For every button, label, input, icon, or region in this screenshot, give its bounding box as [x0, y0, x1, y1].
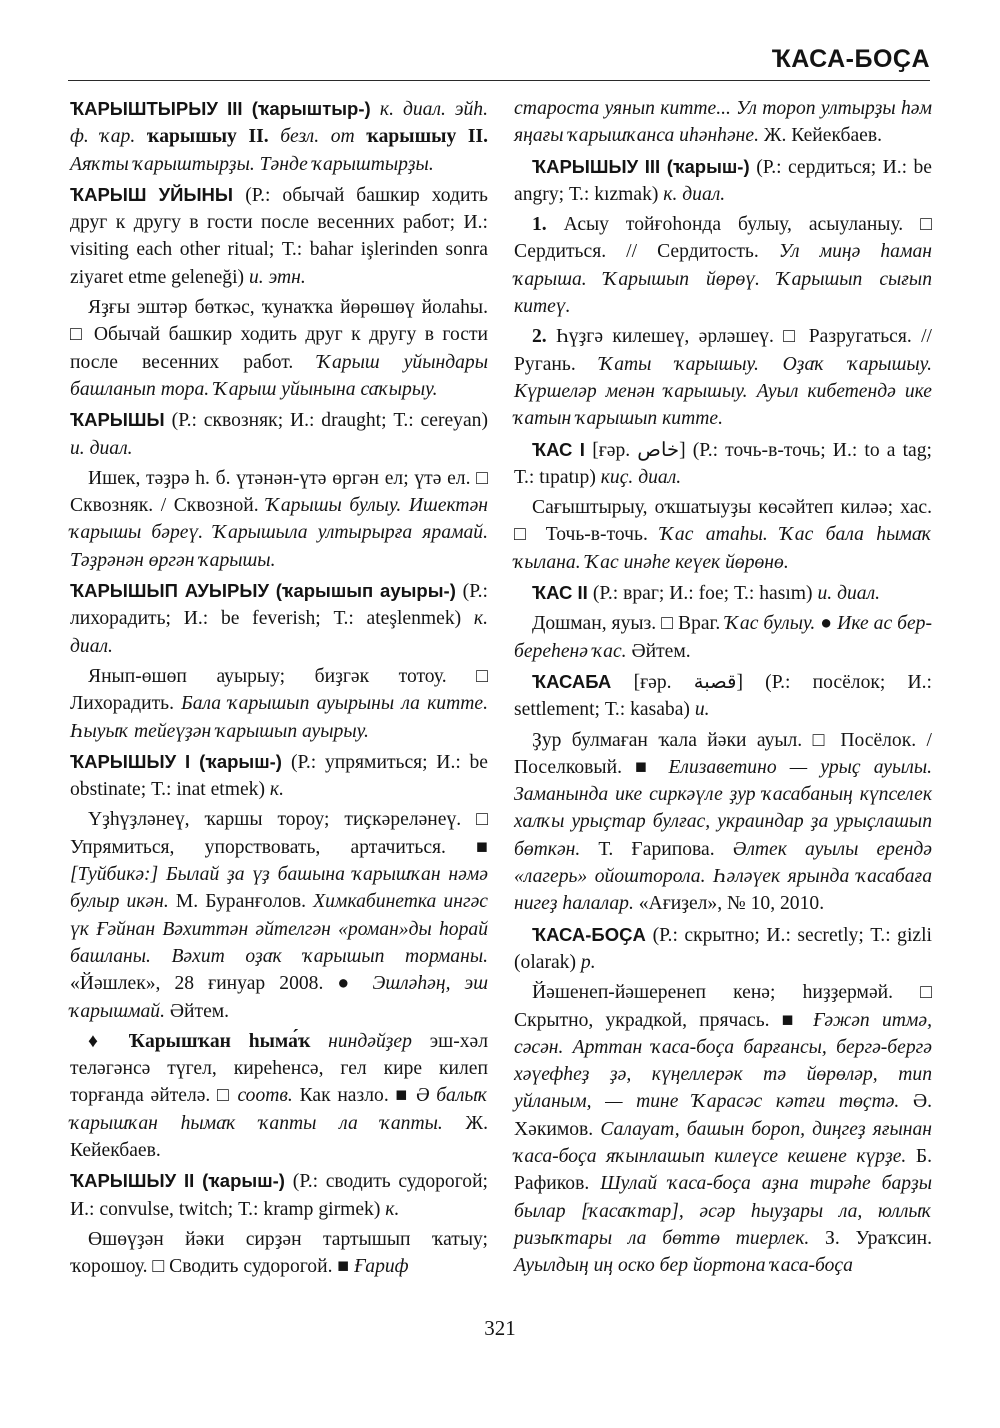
- plain-text: (Р.: сердиться; И.: be angry; Т.: kızmak): [514, 156, 932, 205]
- italic-text: и. этн.: [248, 266, 306, 288]
- dictionary-paragraph: [514, 921, 932, 977]
- plain-text: (Р.: лихорадить; И.: be feverish; Т.: ateşlenmek): [70, 581, 488, 630]
- bold-term: Ҡарышҡан һыма́ҡ: [128, 1030, 329, 1052]
- page-header: [68, 36, 930, 81]
- plain-text: [ғәр. قصبة] (Р.: посёлок; И.: settlement; Т.: kasaba): [514, 671, 932, 721]
- bold-term: ҡарышыу II.: [366, 126, 489, 148]
- dictionary-paragraph: [70, 1028, 488, 1164]
- plain-text: Йәшенеп-йәшеренеп кенә; һиҙҙермәй. □ Скрытно, украдкой, прячась. ■: [514, 982, 932, 1031]
- plain-text: З. Ураҡсин.: [825, 1227, 932, 1249]
- dictionary-paragraph: [70, 806, 488, 1024]
- dictionary-paragraph: [70, 181, 488, 291]
- dictionary-paragraph: [70, 663, 488, 745]
- headword: ҠАРЫШЫУ II (ҡарыш-): [70, 1170, 293, 1192]
- plain-text: (Р.: скрытно; И.: secretly; Т.: gizli (olarak): [514, 924, 932, 973]
- plain-text: Ж. Кейекбаев.: [70, 1112, 488, 1161]
- italic-text: и. диал.: [70, 437, 133, 459]
- dictionary-paragraph: [70, 465, 488, 574]
- plain-text: Өшөүҙән йәки сирҙән тартышып ҡатыу; ҡорошоу. □ Сводить судорогой. ■: [70, 1228, 488, 1278]
- italic-text: и.: [694, 699, 710, 721]
- headword: ҠАС II: [532, 582, 593, 604]
- plain-text: (Р.: сводить судорогой; И.: convulse, twitch; Т.: kramp girmek): [70, 1171, 488, 1220]
- headword: ҠАС I: [532, 438, 593, 460]
- dictionary-paragraph: [514, 727, 932, 918]
- italic-text: [Туйбикә:] Былай ҙа үҙ башына ҡарышҡан нәмә булыр икән.: [70, 864, 488, 913]
- headword: ҠАСАБА: [532, 670, 634, 692]
- headword: ҠАРЫШ УЙЫНЫ: [70, 183, 246, 205]
- italic-text: Ике ас бер-береһенә ҡас.: [514, 613, 932, 662]
- italic-text: Ҡаты ҡарышыу. Оҙаҡ ҡарышыу. Күршеләр менән ҡарышыу. Ауыл кибетендә ике ҡатын ҡарышып китте.: [514, 353, 932, 430]
- italic-text: ниндәйҙер: [328, 1030, 430, 1052]
- dictionary-paragraph: [70, 406, 488, 462]
- italic-text: Аяҡты ҡарыштырҙы. Тәнде ҡарыштырҙы.: [70, 153, 434, 175]
- italic-text: Ҡарышы булыу. Ишектән ҡарышы бәреү. Ҡарышыла ултырырға ярамай. Тәҙрәнән өргән ҡарышы.: [70, 495, 488, 571]
- page-number: 321: [484, 1316, 516, 1340]
- italic-text: безл. от: [280, 126, 367, 148]
- dictionary-paragraph: [514, 436, 932, 492]
- plain-text: Асыу тойғоһонда булыу, асыуланыу. □ Сердиться. // Сердитость.: [514, 214, 932, 263]
- italic-text: Елизаветино — урыҫ ауылы. Заманында ике сиркәүле ҙур ҡасабаның күпселек халҡы урыҫтар булғас, украиндар ҙа урыҫлашып бөткән.: [514, 756, 932, 860]
- italic-text: Салауат, башын бороп, диңгеҙ яғынан ҡаса-боҫа яҡынлашып килеүсе кешене күрҙе.: [514, 1118, 932, 1167]
- italic-text: Ҡас булыу.: [725, 613, 821, 635]
- plain-text: Яҙғы эштәр бөткәс, ҡунаҡҡа йөрөшөү йолаһы. □ Обычай башкир ходить друг к другу в гости после весенних работ.: [70, 297, 488, 373]
- dictionary-paragraph: [70, 294, 488, 403]
- plain-text: Ә. Хәкимов.: [514, 1091, 932, 1140]
- headword: ҠАРЫШЫУ III (ҡарыш-): [532, 155, 757, 177]
- headword: ҠАРЫШЫУ I (ҡарыш-): [70, 750, 291, 772]
- dictionary-paragraph: [514, 494, 932, 576]
- plain-text: Ишек, тәҙрә һ. б. үтәнән-үтә өргән ел; үтә ел. □ Сквозняк. / Сквозной.: [70, 467, 488, 517]
- bold-term: 2.: [532, 326, 557, 348]
- italic-text: Әлтек ауылы ерендә «лагерь» ойоштоpола. Һәләүек ярында ҡасабаға нигеҙ һалалар.: [514, 838, 932, 915]
- italic-text: Бала ҡарышып ауырыны ла китте. Һыуыҡ тейеүҙән ҡарышып ауырыу.: [70, 693, 488, 742]
- dictionary-paragraph: [514, 323, 932, 432]
- italic-text: соотв.: [237, 1085, 300, 1107]
- plain-text: Сағыштырыу, оҡшатыуҙы көсәйтеп киләә; хас. □ Точь-в-точь.: [514, 497, 932, 546]
- italic-text: Ҡарыш уйындары башланып тора. Ҡарыш уйынына саҡырыу.: [70, 351, 488, 400]
- dictionary-paragraph: [70, 95, 488, 178]
- bold-term: 1.: [532, 214, 564, 236]
- plain-text: Янып-өшөп ауырыу; биҙгәк тотоу. □ Лихорадить.: [70, 665, 488, 715]
- italic-text: Ғариф: [354, 1256, 409, 1278]
- plain-text: Т. Ғарипова.: [598, 838, 733, 860]
- italic-text: киҫ. диал.: [600, 466, 682, 488]
- italic-text: Химкабинетка ингәс үк Ғәйнан Вәхиттән әйтелгән «роман»ды һорай башланы. Вәхит оҙаҡ ҡарышып торманы.: [70, 891, 488, 967]
- plain-text: ♦: [88, 1030, 129, 1052]
- dictionary-paragraph: [514, 979, 932, 1279]
- dictionary-paragraph: [70, 1167, 488, 1223]
- italic-text: Ауылдың иң оско бер йортона ҡаса-боҫа: [514, 1255, 853, 1277]
- plain-text: эш-хәл теләгәнсә түгел, киреһенсә, гел кире килеп торғанда әйтелә. □: [70, 1030, 488, 1107]
- plain-text: Ҙур булмаған ҡала йәки ауыл. □ Посёлок. / Поселковый. ■: [514, 729, 932, 778]
- headword: ҠАСА-БОҪА: [532, 923, 653, 945]
- plain-text: [ғәр. خاص] (Р.: точь-в-точь; И.: to a tag; Т.: tıpatıp): [514, 439, 932, 488]
- plain-text: Дошман, яуыз. □ Враг.: [532, 613, 726, 635]
- dictionary-paragraph: [514, 579, 932, 607]
- italic-text: Шулай ҡаса-боҫа аҙна тирәһе барҙы былар [ҡасаҡтар], әсәр һыуҙары ла, юллыҡ ризыҡтары ла бөттө тиерлек.: [514, 1173, 932, 1249]
- italic-text: Ә балыҡ ҡарышҡан һымаҡ ҡапты ла ҡапты.: [70, 1085, 489, 1134]
- italic-text: к.: [269, 779, 284, 801]
- plain-text: (Р.: враг; И.: foe; Т.: hasım): [592, 583, 818, 605]
- plain-text: Әйтем.: [631, 640, 691, 662]
- plain-text: Үҙһүҙләнеү, ҡаршы тороу; тиҫкәреләнеү. □ Упрямиться, упорствовать, артачиться. ■: [70, 809, 488, 858]
- headword: ҠАРЫШТЫРЫУ III (ҡарыштыр-): [70, 98, 380, 119]
- plain-text: Һүҙгә килешеү, әрләшеү. □ Разругаться. // Ругань.: [514, 326, 932, 375]
- dictionary-paragraph: [70, 1226, 488, 1281]
- italic-text: к. диал. эйһ. ф. ҡар.: [70, 99, 488, 148]
- italic-text: р.: [580, 951, 596, 973]
- right-column: [514, 95, 932, 1282]
- plain-text: «Йәшлек», 28 ғинуар 2008. ●: [70, 973, 373, 995]
- italic-text: Ҡас атаһы. Ҡас бала һымаҡ ҡылана. Ҡас инәһе кеүек йөрөнө.: [514, 524, 932, 573]
- plain-text: «Ағиҙел», № 10, 2010.: [638, 893, 825, 915]
- italic-text: к.: [385, 1198, 400, 1220]
- italic-text: к. диал.: [663, 183, 726, 205]
- italic-text: Эшләһәң, эш ҡарышмай.: [70, 973, 488, 1022]
- plain-text: (Р.: упрямиться; И.: be obstinate; Т.: inat etmek): [70, 751, 489, 801]
- italic-text: к. диал.: [70, 608, 488, 657]
- dictionary-paragraph: [514, 95, 932, 150]
- dictionary-paragraph: [514, 668, 932, 724]
- plain-text: (Р.: обычай башкир ходить друг к другу в гости после весенних работ; И.: visiting each other ritual; Т.: bahar işlerinden sonra ziyaret etme geleneği): [70, 184, 488, 288]
- dictionary-paragraph: [70, 577, 488, 660]
- plain-text: ●: [820, 613, 838, 635]
- italic-text: Ғәжәп итмә, сәсән. Арттан ҡаса-боҫа барғансы, бергә-бергә хәүефһеҙ ҙә, күңеллерәк тә йөрөләр, тип уйланым, — тине Ҡарасәс кәтғи төҫтә.: [514, 1009, 932, 1113]
- italic-text: староста уянып китте... Ул тороп ултырҙы һәм яңағы ҡарышҡанса иһәнһәне.: [514, 98, 932, 147]
- bold-term: ҡарышыу II.: [146, 126, 281, 148]
- headword: ҠАРЫШЫ: [70, 409, 172, 431]
- dictionary-paragraph: [514, 610, 932, 665]
- left-column: [70, 95, 488, 1283]
- dictionary-paragraph: [514, 211, 932, 320]
- plain-text: Как назло. ■: [299, 1085, 416, 1107]
- italic-text: и. диал.: [817, 583, 881, 605]
- headword: ҠАРЫШЫП АУЫРЫУ (ҡарышып ауыры-): [70, 580, 463, 602]
- plain-text: М. Буранғолов.: [175, 891, 314, 913]
- italic-text: Ул миңә һаман ҡарыша. Ҡарышып йөрөү. Ҡарышып сығып китеү.: [514, 241, 932, 318]
- plain-text: Б. Рафиков.: [514, 1145, 932, 1195]
- dictionary-paragraph: [70, 748, 488, 804]
- running-head: ҠАСА-БОҪА: [771, 45, 930, 73]
- plain-text: (Р.: сквозняк; И.: draught; Т.: cereyan): [171, 410, 488, 432]
- dictionary-paragraph: [514, 153, 932, 209]
- plain-text: Әйтем.: [169, 1000, 230, 1022]
- plain-text: Ж. Кейекбаев.: [763, 125, 882, 147]
